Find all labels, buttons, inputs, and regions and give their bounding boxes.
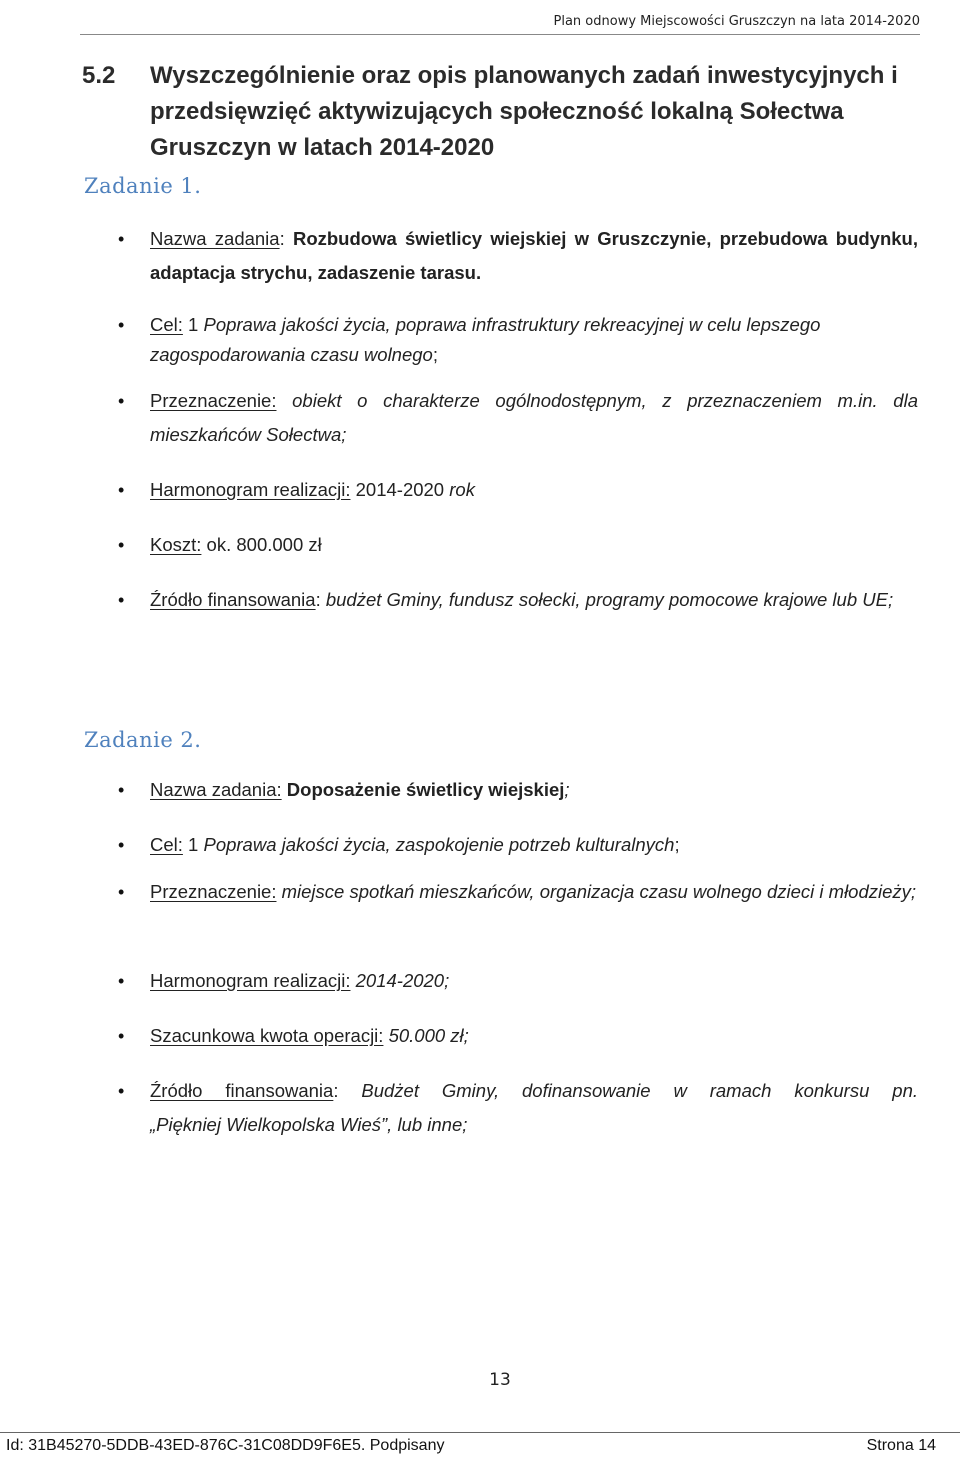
task1-funding-sep: :: [315, 589, 326, 610]
task2-purpose-item: [150, 875, 918, 909]
task2-purpose-label: Przeznaczenie:: [150, 881, 277, 902]
task2-amount-label: Szacunkowa kwota operacji:: [150, 1025, 384, 1046]
task2-amount-item: [150, 1019, 918, 1053]
task2-schedule-label: Harmonogram realizacji:: [150, 970, 351, 991]
task1-funding-item: [150, 583, 918, 617]
task2-funding-value-line2: „Piękniej Wielkopolska Wieś”, lub inne;: [150, 1114, 468, 1135]
running-header: Plan odnowy Miejscowości Gruszczyn na lata 2014-2020: [553, 14, 920, 29]
task1-purpose-item: [150, 384, 918, 452]
task1-goal-end: ;: [432, 344, 438, 365]
task2-name-label: Nazwa zadania:: [150, 779, 282, 800]
task2-name-value: Doposażenie świetlicy wiejskiej: [281, 779, 565, 800]
task2-heading: Zadanie 2.: [84, 728, 202, 752]
task2-amount-value: 50.000 zł;: [383, 1025, 469, 1046]
task1-purpose-value: obiekt o charakterze ogólnodostępnym, z przeznaczeniem m.in. dla mieszkańców Sołectwa;: [150, 390, 918, 445]
task1-cost-value: ok. 800.000 zł: [201, 534, 322, 555]
task2-funding-sep: :: [333, 1080, 362, 1101]
task2-funding-label: Źródło finansowania: [150, 1080, 334, 1101]
footer-page-label: Strona 14: [866, 1437, 936, 1454]
task2-goal-end: ;: [674, 834, 680, 855]
task2-funding-value-line1: Budżet Gminy, dofinansowanie w ramach konkursu pn.: [361, 1080, 919, 1101]
task1-funding-value: budżet Gminy, fundusz sołecki, programy pomocowe krajowe lub UE;: [325, 589, 894, 610]
task1-name-label: Nazwa zadania: [150, 228, 280, 249]
task2-purpose-value: miejsce spotkań mieszkańców, organizacja czasu wolnego dzieci i młodzieży;: [276, 881, 917, 902]
task2-goal-num: 1: [182, 834, 204, 855]
task1-schedule-label: Harmonogram realizacji:: [150, 479, 351, 500]
task2-funding-item: [150, 1074, 918, 1142]
task1-heading: Zadanie 1.: [84, 174, 202, 198]
task1-name-sep: :: [279, 228, 293, 249]
task1-goal-num: 1: [182, 314, 204, 335]
task1-name-item: [150, 222, 918, 290]
footer-rule: [0, 1432, 960, 1433]
task2-funding-line1: [150, 1074, 918, 1108]
task1-goal-item: [150, 310, 918, 370]
task1-goal-value: Poprawa jakości życia, poprawa infrastruktury rekreacyjnej w celu lepszego zagospodarowania czasu wolnego: [150, 314, 821, 365]
task1-name-value: Rozbudowa świetlicy wiejskiej w Gruszczynie, przebudowa budynku, adaptacja strychu, zadaszenie tarasu.: [150, 228, 918, 283]
task1-schedule-item: [150, 473, 918, 507]
task2-name-item: [150, 773, 918, 807]
task2-goal-value: Poprawa jakości życia, zaspokojenie potrzeb kulturalnych: [203, 834, 675, 855]
section-title: Wyszczególnienie oraz opis planowanych zadań inwestycyjnych i przedsięwzięć aktywizujących społeczność lokalną Sołectwa Gruszczyn w latach 2014-2020: [150, 62, 898, 161]
task2-schedule-value: 2014-2020;: [350, 970, 450, 991]
task1-cost-item: [150, 528, 918, 562]
task1-cost-label: Koszt:: [150, 534, 202, 555]
task2-goal-item: [150, 828, 918, 862]
task2-schedule-item: [150, 964, 918, 998]
task2-name-end: ;: [564, 779, 570, 800]
section-heading: [82, 58, 902, 166]
section-number: 5.2: [82, 62, 116, 89]
task2-goal-label: Cel:: [150, 834, 183, 855]
page-number: 13: [489, 1370, 511, 1390]
footer-document-id: Id: 31B45270-5DDB-43ED-876C-31C08DD9F6E5. Podpisany: [6, 1437, 445, 1454]
task1-goal-label: Cel:: [150, 314, 183, 335]
task1-schedule-value: 2014-2020: [350, 479, 450, 500]
task1-purpose-label: Przeznaczenie:: [150, 390, 277, 411]
task1-schedule-unit: rok: [449, 479, 475, 500]
header-rule: [80, 34, 920, 35]
task1-funding-label: Źródło finansowania: [150, 589, 316, 610]
